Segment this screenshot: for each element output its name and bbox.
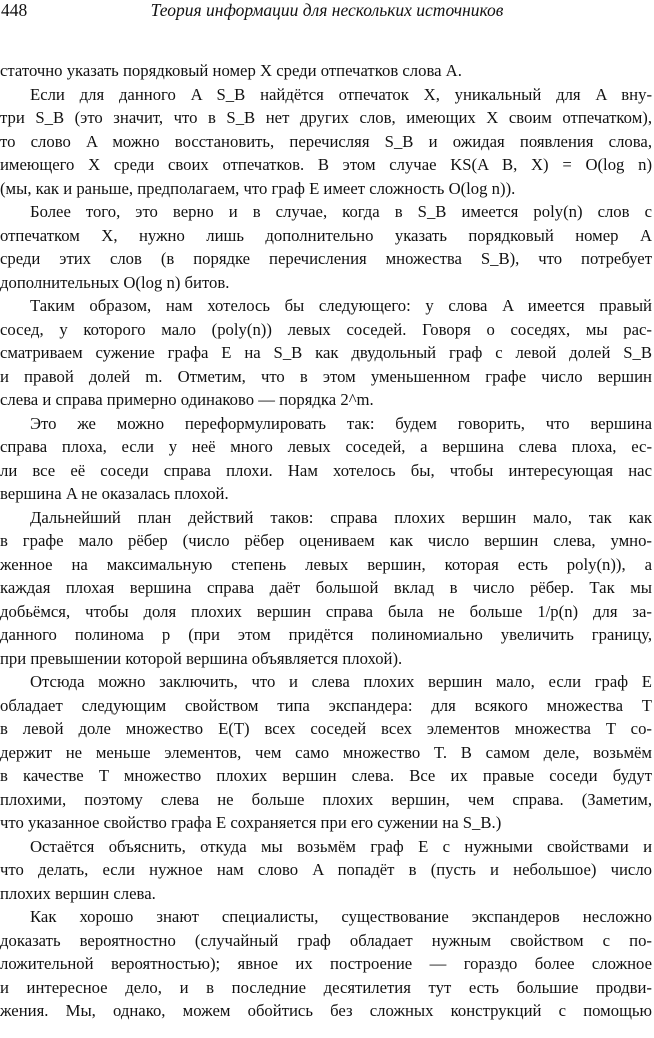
text-line: ли все её соседи справа плохи. Нам хотелось бы, чтобы интересующая нас — [0, 460, 652, 480]
text-line: данного полинома p (при этом придётся полиномиально увеличить границу, — [0, 625, 652, 644]
text-line: обладает следующим свойством типа экспандера: для всякого множества T — [0, 695, 652, 715]
text-line: Более того, это верно и в случае, когда в S_B имеется poly(n) слов с — [30, 202, 652, 221]
text-line: среди этих слов (в порядке перечисления множества S_B), что потребует — [0, 249, 652, 268]
text-line: плохих вершин слева. — [0, 883, 156, 903]
text-line: в левой доле множество E(T) всех соседей всех элементов множества T со- — [0, 719, 652, 738]
text-line: Отсюда можно заключить, что и слева плохих вершин мало, если граф E — [30, 672, 652, 691]
text-line: Это же можно переформулировать так: будем говорить, что вершина — [30, 413, 652, 433]
text-line: три S_B (это значит, что в S_B нет других слов, имеющих X своим отпечатком), — [0, 108, 652, 127]
text-line: плохими, поэтому слева не больше плохих вершин, чем справа. (Заметим, — [0, 789, 652, 809]
text-line: что делать, если нужное нам слово A попадёт в (пусть и небольшое) число — [0, 860, 652, 879]
text-line: Остаётся объяснить, откуда мы возьмём граф E с нужными свойствами и — [30, 836, 652, 856]
text-line: справа плоха, если у неё много левых соседей, а вершина слева плоха, ес- — [0, 437, 652, 456]
text-line: каждая плохая вершина справа даёт большой вклад в число рёбер. Так мы — [0, 578, 652, 597]
text-line: (мы, как и раньше, предполагаем, что граф E имеет сложность O(log n)). — [0, 178, 516, 198]
text-line: жения. Мы, однако, можем обойтись без сложных конструкций с помощью — [0, 1001, 652, 1020]
text-line: сматриваем сужение графа E на S_B как двудольный граф с левой долей S_B — [0, 343, 652, 362]
text-line: что указанное свойство графа E сохраняется при его сужении на S_B.) — [0, 813, 502, 832]
text-line: в качестве T множество плохих вершин слева. Все их правые соседи будут — [0, 766, 652, 785]
text-line: в графе мало рёбер (число рёбер оцениваем как число вершин слева, умно- — [0, 531, 652, 550]
text-line: ложительной вероятностью); явное их построение — гораздо более сложное — [0, 954, 652, 973]
text-line: и интересное дело, и в последние десятилетия тут есть большие продви- — [0, 977, 652, 997]
text-line: отпечатком X, нужно лишь дополнительно указать порядковый номер A — [0, 225, 652, 245]
body-text — [0, 59, 652, 1023]
text-line: статочно указать порядковый номер X среди отпечатков слова A. — [0, 61, 462, 80]
text-line: добьёмся, чтобы доля плохих вершин справа была не больше 1/p(n) для за- — [0, 601, 652, 621]
text-line: держит не меньше элементов, чем само множество T. В самом деле, возьмём — [0, 742, 652, 762]
text-line: вершина A не оказалась плохой. — [0, 484, 229, 503]
text-line: и правой долей m. Отметим, что в этом уменьшенном графе число вершин — [0, 366, 652, 386]
page-number: 448 — [1, 0, 28, 20]
text-line: Как хорошо знают специалисты, существование экспандеров несложно — [30, 907, 652, 926]
text-line: доказать вероятностно (случайный граф обладает нужным свойством с по- — [0, 930, 652, 950]
text-line: дополнительных O(log n) битов. — [0, 272, 230, 292]
text-line: при превышении которой вершина объявляется плохой). — [0, 648, 403, 668]
text-line: слева и справа примерно одинаково — порядка 2^m. — [0, 390, 374, 409]
text-line: Если для данного A S_B найдётся отпечаток X, уникальный для A вну- — [30, 84, 652, 104]
text-line: женное на максимальную степень левых вершин, которая есть poly(n)), а — [0, 554, 652, 574]
text-line: Дальнейший план действий таков: справа плохих вершин мало, так как — [30, 507, 652, 527]
page-header — [0, 0, 654, 24]
running-title: Теория информации для нескольких источников — [150, 0, 504, 20]
text-line: сосед, у которого мало (poly(n)) левых соседей. Говоря о соседях, мы рас- — [0, 319, 652, 339]
text-line: то слово A можно восстановить, перечисляя S_B и ожидая появления слова, — [0, 131, 652, 151]
text-line: Таким образом, нам хотелось бы следующего: у слова A имеется правый — [30, 296, 652, 315]
text-line: имеющего X среди своих отпечатков. В этом случае KS(A B, X) = O(log n) — [0, 155, 652, 174]
